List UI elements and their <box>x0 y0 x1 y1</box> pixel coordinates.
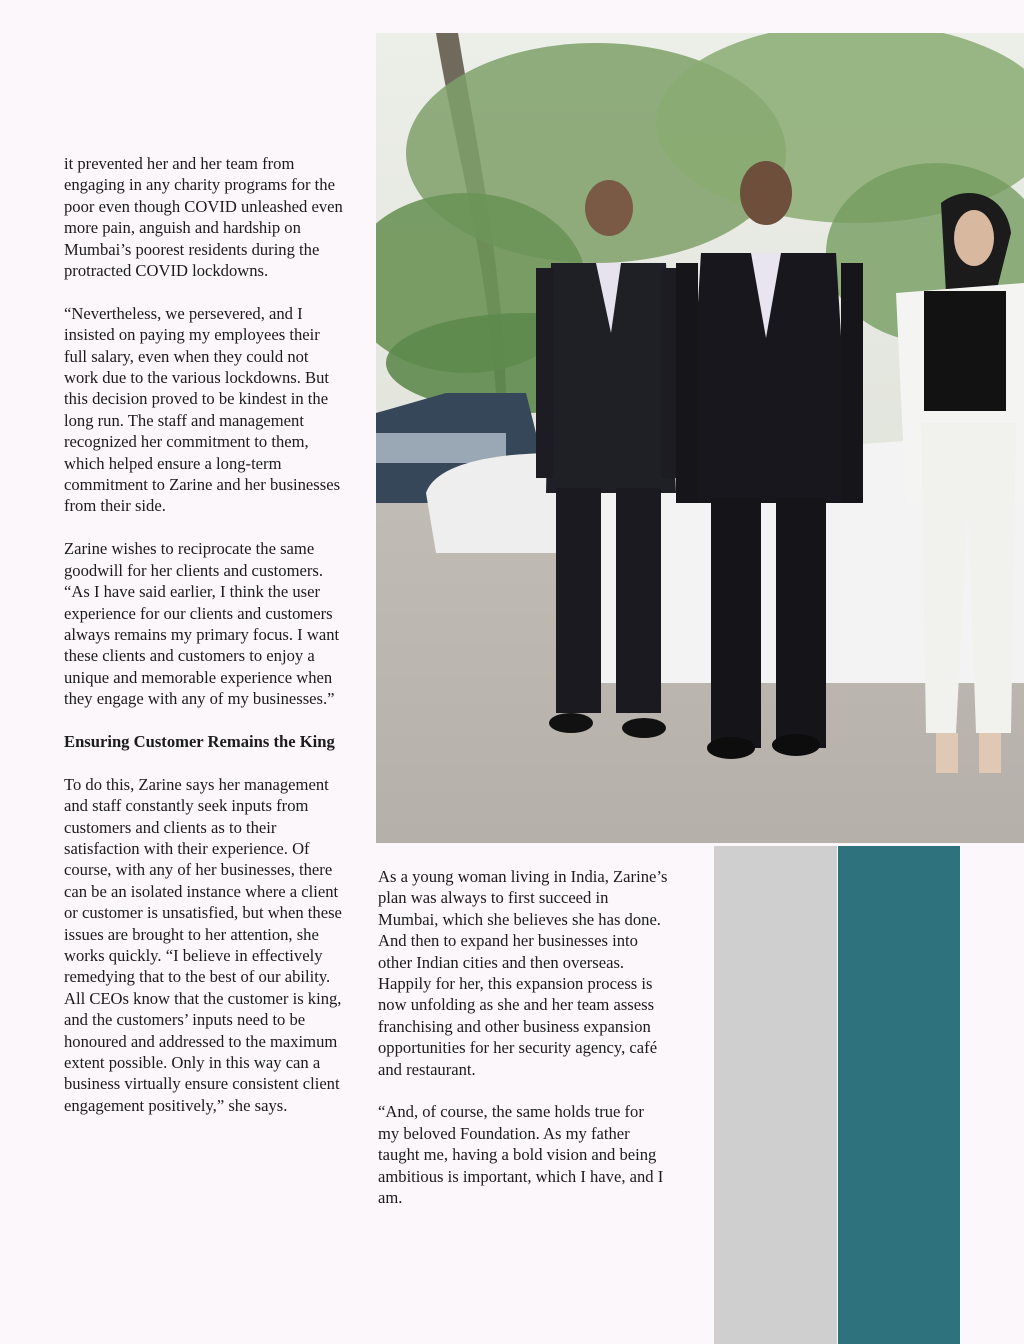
paragraph: Zarine wishes to reciprocate the same goodwill for her clients and customers. “As I have said earlier, I think the user experience for our clients and customers always remains my primary focus. I want these clients and customers to enjoy a unique and memorable experience when they engage with any of my businesses.” <box>64 539 340 709</box>
paragraph: “Nevertheless, we persevered, and I insisted on paying my employees their full salary, even when they could not work due to the various lockdowns. But this decision proved to be kindest in the long run. The staff and management recognized her commitment to them, which helped ensure a long-term commitment to Zarine and her businesses from their side. <box>64 303 341 516</box>
paragraph: To do this, Zarine says her management and staff constantly seek inputs from customers and clients as to their satisfaction with their experience. Of course, with any of her businesses, there can be an isolated instance where a client or customer is unsatisfied, but when these issues are brought to her attention, she works quickly. “I believe in effectively remedying that to the best of our ability. All CEOs know that the customer is king, and the customers’ inputs need to be honoured and addressed to the maximum extent possible. Only in this way can a business virtually ensure consistent client engagement positively,” she says. <box>64 774 342 1115</box>
paragraph: “And, of course, the same holds true for my beloved Foundation. As my father taught me, having a bold vision and being ambitious is important, which I have, and I am. <box>378 1102 664 1208</box>
section-subheading: Ensuring Customer Remains the King <box>64 731 335 751</box>
paragraph: As a young woman living in India, Zarine’s plan was always to first succeed in Mumbai, which she believes she has done. And then to expand her businesses into other Indian cities and then overseas. Happily for her, this expansion process is now unfolding as she and her team assess franchising and other business expansion opportunities for her security agency, café and restaurant. <box>378 867 668 1079</box>
decorative-teal-bar <box>838 846 960 1344</box>
photo-illustration <box>376 33 1024 843</box>
paragraph: it prevented her and her team from engaging in any charity programs for the poor even though COVID unleashed even more pain, anguish and hardship on Mumbai’s poorest residents during the protracted COVID lockdowns. <box>64 154 343 281</box>
decorative-grey-bar <box>714 846 837 1344</box>
middle-text-column <box>378 866 668 1230</box>
left-text-column <box>64 153 346 1138</box>
group-photo <box>376 33 1024 843</box>
